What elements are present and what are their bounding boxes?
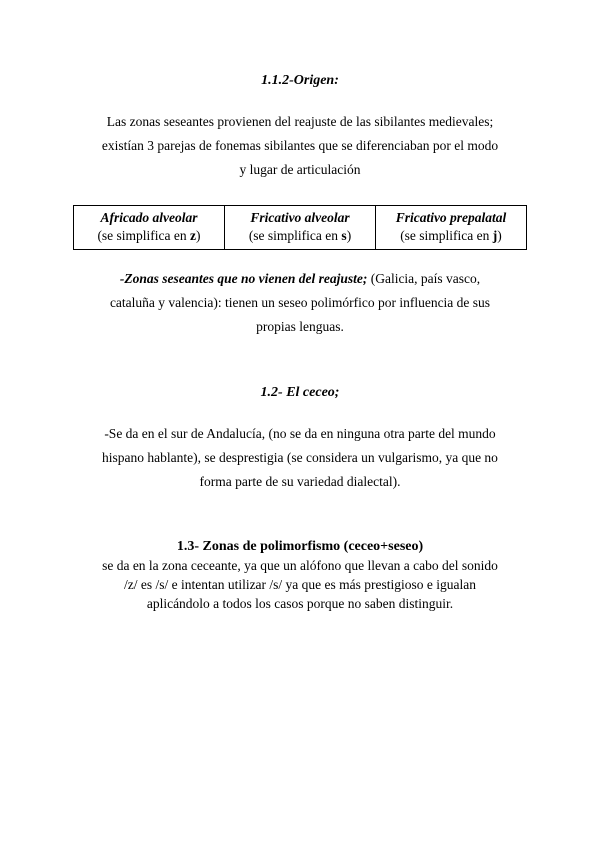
paragraph-ceceo bbox=[50, 422, 550, 494]
paragraph-line: cataluña y valencia): tienen un seseo polimórfico por influencia de sus bbox=[109, 295, 491, 310]
column-note-suffix: ) bbox=[497, 228, 502, 243]
table-cell-fricativo-alveolar bbox=[225, 206, 376, 250]
phoneme-table bbox=[73, 205, 527, 250]
section-heading-polimorfismo: 1.3- Zonas de polimorfismo (ceceo+seseo) bbox=[176, 539, 424, 554]
paragraph-line: propias lenguas. bbox=[256, 319, 344, 334]
paragraph-line: se da en la zona ceceante, ya que un alófono que llevan a cabo del sonido bbox=[102, 558, 498, 573]
table-cell-fricativo-prepalatal bbox=[376, 206, 527, 250]
paragraph-line: aplicándolo a todos los casos porque no saben distinguir. bbox=[146, 596, 454, 611]
paragraph-line: hispano hablante), se desprestigia (se considera un vulgarismo, ya que no bbox=[102, 450, 498, 465]
column-note-suffix: ) bbox=[346, 228, 352, 243]
table-cell-africado bbox=[74, 206, 225, 250]
paragraph-zonas-no-reajuste bbox=[60, 267, 540, 339]
paragraph-lead-rest: (Galicia, país vasco, bbox=[367, 271, 481, 286]
paragraph-line bbox=[60, 267, 540, 291]
paragraph-line: existían 3 parejas de fonemas sibilantes que se diferenciaban por el modo bbox=[101, 138, 499, 153]
column-title: Fricativo alveolar bbox=[250, 210, 350, 225]
table-row bbox=[74, 206, 527, 250]
column-note-prefix: (se simplifica en bbox=[248, 228, 342, 243]
column-note-prefix: (se simplifica en bbox=[97, 228, 191, 243]
paragraph-line: forma parte de su variedad dialectal). bbox=[199, 474, 401, 489]
column-note-letter: z bbox=[190, 228, 197, 243]
column-note-letter: s bbox=[341, 228, 347, 243]
column-note-suffix: ) bbox=[196, 228, 201, 243]
column-title: Africado alveolar bbox=[100, 210, 198, 225]
section-polimorfismo bbox=[55, 537, 545, 613]
paragraph-line: y lugar de articulación bbox=[239, 162, 361, 177]
paragraph-line: Las zonas seseantes provienen del reajuste de las sibilantes medievales; bbox=[106, 114, 494, 129]
paragraph-lead: -Zonas seseantes que no vienen del reajuste; bbox=[119, 271, 368, 286]
paragraph-line: -Se da en el sur de Andalucía, (no se da en ninguna otra parte del mundo bbox=[104, 426, 496, 441]
paragraph-origen bbox=[60, 110, 540, 182]
section-heading-ceceo: 1.2- El ceceo; bbox=[260, 385, 340, 400]
section-heading-origen: 1.1.2-Origen: bbox=[261, 73, 339, 88]
column-note-prefix: (se simplifica en bbox=[400, 228, 493, 243]
column-title: Fricativo prepalatal bbox=[395, 210, 507, 225]
paragraph-line: /z/ es /s/ e intentan utilizar /s/ ya que es más prestigioso e igualan bbox=[123, 577, 477, 592]
column-note-letter: j bbox=[492, 228, 498, 243]
